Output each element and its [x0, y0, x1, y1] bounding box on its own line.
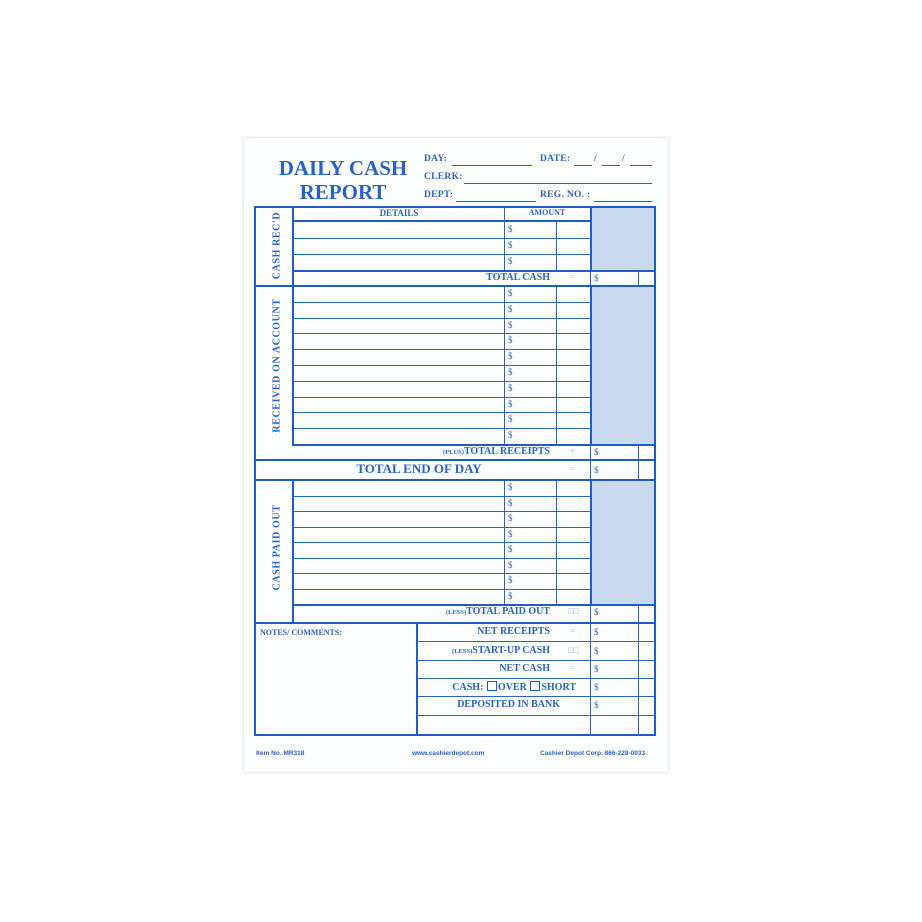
row-rule [418, 678, 654, 679]
startup-less-prefix: (LESS) [452, 648, 473, 655]
startup-cash-symbol: □□ [568, 645, 579, 655]
total-cash-symbol: = [570, 272, 576, 282]
section-rule [254, 622, 656, 624]
dollar-sign: $ [594, 664, 599, 674]
dollar-sign: $ [508, 303, 513, 314]
header-rule [294, 220, 590, 222]
dollar-sign: $ [594, 273, 599, 283]
form-title-line1: DAILY CASH [278, 156, 408, 180]
reg-no-label: REG. NO. : [540, 190, 591, 200]
daily-cash-report-form [244, 138, 668, 772]
dollar-sign: $ [508, 398, 513, 409]
shaded-column-received [591, 286, 654, 444]
dollar-sign: $ [594, 627, 599, 637]
over-checkbox[interactable] [487, 681, 497, 691]
amount-left-border [590, 270, 591, 286]
date-month-field[interactable] [574, 165, 592, 166]
dollar-sign: $ [508, 319, 513, 330]
amount-column-header: AMOUNT [528, 208, 566, 217]
row-rule [294, 558, 590, 559]
dollar-sign: $ [508, 367, 513, 377]
plus-prefix: (PLUS) [442, 449, 464, 456]
section-divider [292, 480, 294, 622]
short-label: SHORT [541, 682, 576, 693]
total-paid-out-symbol: □□ [568, 606, 579, 616]
net-receipts-label: NET RECEIPTS [477, 626, 550, 637]
row-rule [294, 412, 590, 413]
dollar-sign: $ [594, 607, 599, 617]
footer-company: Cashier Depot Corp. 866-228-0033 [540, 750, 646, 757]
dollar-sign: $ [508, 224, 513, 234]
row-rule [294, 349, 590, 350]
section-label-cash-recd: CASH REC'D [271, 211, 283, 280]
startup-cash-text: START-UP CASH [472, 645, 550, 656]
shaded-column-paid-out [591, 480, 654, 604]
cents-divider [638, 604, 639, 622]
cents-divider [638, 460, 639, 480]
row-rule [418, 696, 654, 697]
amount-left-border [590, 604, 591, 622]
clerk-label: CLERK: [424, 172, 463, 182]
total-paid-out-label [394, 606, 550, 617]
amount-right-border [590, 286, 592, 444]
total-receipts-symbol: + [570, 446, 576, 456]
date-label: DATE: [540, 154, 571, 164]
cents-divider [638, 270, 639, 286]
row-rule [294, 254, 590, 255]
total-end-of-day-symbol: = [570, 464, 576, 474]
notes-area[interactable] [258, 640, 414, 732]
dollar-sign: $ [508, 497, 513, 508]
deposited-in-bank-label: DEPOSITED IN BANK [457, 699, 560, 710]
dept-label: DEPT: [424, 190, 454, 200]
footer-website: www.cashierdepot.com [412, 750, 485, 757]
clerk-field[interactable] [464, 183, 652, 184]
row-rule [294, 542, 590, 543]
dollar-sign: $ [508, 513, 513, 523]
amount-left-border [504, 208, 505, 270]
amount-left-border [590, 444, 591, 460]
row-rule [294, 428, 590, 429]
dollar-sign: $ [508, 256, 513, 266]
total-end-of-day-label: TOTAL END OF DAY [356, 461, 482, 476]
short-checkbox[interactable] [530, 681, 540, 691]
amount-right-border [590, 480, 592, 604]
dollar-sign: $ [508, 382, 513, 393]
row-rule [418, 660, 654, 661]
dollar-sign: $ [508, 559, 513, 570]
row-rule [294, 365, 590, 366]
dollar-sign: $ [508, 482, 513, 492]
total-paid-out-text: TOTAL PAID OUT [466, 606, 550, 617]
date-day-field[interactable] [602, 165, 620, 166]
dollar-sign: $ [594, 465, 599, 475]
dollar-sign: $ [508, 430, 513, 441]
row-rule [294, 573, 590, 574]
row-rule [294, 333, 590, 334]
section-divider [292, 286, 294, 446]
row-rule [294, 527, 590, 528]
dept-field[interactable] [456, 201, 536, 202]
date-separator-2: / [622, 154, 625, 164]
date-separator-1: / [594, 154, 597, 164]
amount-left-border [590, 460, 591, 480]
section-rule [254, 285, 656, 287]
net-cash-label: NET CASH [499, 663, 550, 674]
row-rule [418, 641, 654, 642]
row-rule [294, 589, 590, 590]
cash-over-short-row [420, 681, 576, 693]
row-rule [294, 381, 590, 382]
cents-divider [638, 444, 639, 460]
dollar-sign: $ [594, 447, 599, 457]
date-year-field[interactable] [630, 165, 652, 166]
dollar-sign: $ [508, 351, 513, 362]
net-receipts-symbol: = [570, 626, 576, 636]
total-cash-label: TOTAL CASH [486, 272, 550, 283]
day-field[interactable] [452, 165, 532, 166]
footer-item-number: Item No. MR318 [256, 750, 305, 757]
dollar-sign: $ [508, 414, 513, 425]
row-rule [294, 397, 590, 398]
row-rule [294, 496, 590, 497]
row-rule [418, 715, 654, 716]
dollar-sign: $ [508, 528, 513, 539]
cents-divider [556, 222, 557, 270]
notes-label: NOTES/ COMMENTS: [260, 628, 343, 637]
day-label: DAY: [424, 154, 448, 164]
section-label-received-on-account: RECEIVED ON ACCOUNT [271, 298, 283, 433]
dollar-sign: $ [594, 700, 599, 710]
cash-label: CASH: [452, 682, 484, 693]
section-rule [254, 479, 656, 481]
total-receipts-label [394, 446, 550, 457]
form-title-line2: REPORT [299, 180, 387, 204]
dollar-sign: $ [508, 590, 513, 601]
dollar-sign: $ [508, 335, 513, 346]
shaded-column-cash-recd [591, 208, 654, 270]
dollar-sign: $ [508, 288, 513, 298]
row-rule [294, 318, 590, 319]
section-label-cash-paid-out: CASH PAID OUT [271, 504, 283, 591]
startup-cash-label [420, 645, 550, 656]
row-rule [294, 511, 590, 512]
dollar-sign: $ [594, 646, 599, 656]
details-column-header: DETAILS [379, 208, 419, 218]
dollar-sign: $ [594, 682, 599, 692]
less-prefix: (LESS) [445, 609, 467, 616]
dollar-sign: $ [508, 575, 513, 585]
amount-right-border [590, 208, 592, 270]
net-cash-symbol: = [570, 663, 576, 673]
dollar-sign: $ [508, 544, 513, 554]
dollar-sign: $ [508, 240, 513, 250]
over-label: OVER [497, 682, 527, 693]
amount-left-border [504, 286, 505, 446]
row-rule [294, 302, 590, 303]
total-receipts-text: TOTAL RECEIPTS [463, 446, 550, 457]
reg-no-field[interactable] [594, 201, 652, 202]
row-rule [294, 238, 590, 239]
